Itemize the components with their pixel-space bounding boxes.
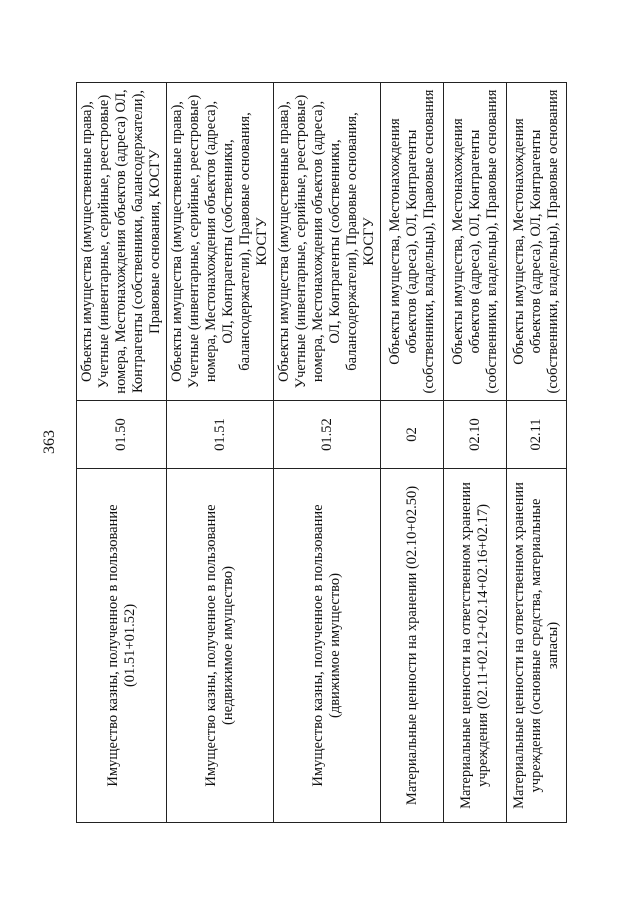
account-code-cell: 02.11 [507,401,567,469]
table-row [507,83,567,823]
analytics-cell: Объекты имущества, Местонахождения объектов (адреса), ОЛ, Контрагенты (собственники, владельцы), Правовые основания [381,83,444,401]
account-code-cell: 02 [381,401,444,469]
account-code-cell: 01.50 [77,401,167,469]
account-name-cell: Материальные ценности на ответственном хранении учреждения (02.11+02.12+02.14+02.16+02.17) [444,469,507,823]
account-name-cell: Материальные ценности на ответственном хранении учреждения (основные средства, материальные запасы) [507,469,567,823]
rotated-table-container [76,83,561,823]
analytics-cell: Объекты имущества, Местонахождения объектов (адреса), ОЛ, Контрагенты (собственники, владельцы), Правовые основания [444,83,507,401]
page-number: 363 [41,430,58,454]
analytics-cell: Объекты имущества (имущественные права), Учетные (инвентарные, серийные, реестровые) номера, Местонахождения объектов (адреса), ОЛ, Контрагенты (собственники, балансодержатели), Правовые основания, КОСГУ [167,83,274,401]
account-code-cell: 02.10 [444,401,507,469]
account-name-cell: Имущество казны, полученное в пользование (движимое имущество) [274,469,381,823]
account-name-cell: Материальные ценности на хранении (02.10+02.50) [381,469,444,823]
analytics-cell: Объекты имущества (имущественные права), Учетные (инвентарные, серийные, реестровые) номера, Местонахождения объектов (адреса), ОЛ, Контрагенты (собственники, балансодержатели), Правовые основания, КОСГУ [274,83,381,401]
table-row [444,83,507,823]
account-name-cell: Имущество казны, полученное в пользование (недвижимое имущество) [167,469,274,823]
account-code-cell: 01.52 [274,401,381,469]
account-code-cell: 01.51 [167,401,274,469]
analytics-cell: Объекты имущества (имущественные права), Учетные (инвентарные, серийные, реестровые) номера, Местонахождения объектов (адреса) ОЛ, Контрагенты (собственники, балансодержатели), Правовые основания, КОСГУ [77,83,167,401]
table-row [274,83,381,823]
account-name-cell: Имущество казны, полученное в пользование (01.51+01.52) [77,469,167,823]
analytics-cell: Объекты имущества, Местонахождения объектов (адреса), ОЛ, Контрагенты (собственники, владельцы), Правовые основания [507,83,567,401]
table-row [381,83,444,823]
table-row [77,83,167,823]
table-row [167,83,274,823]
accounts-table [76,82,567,823]
